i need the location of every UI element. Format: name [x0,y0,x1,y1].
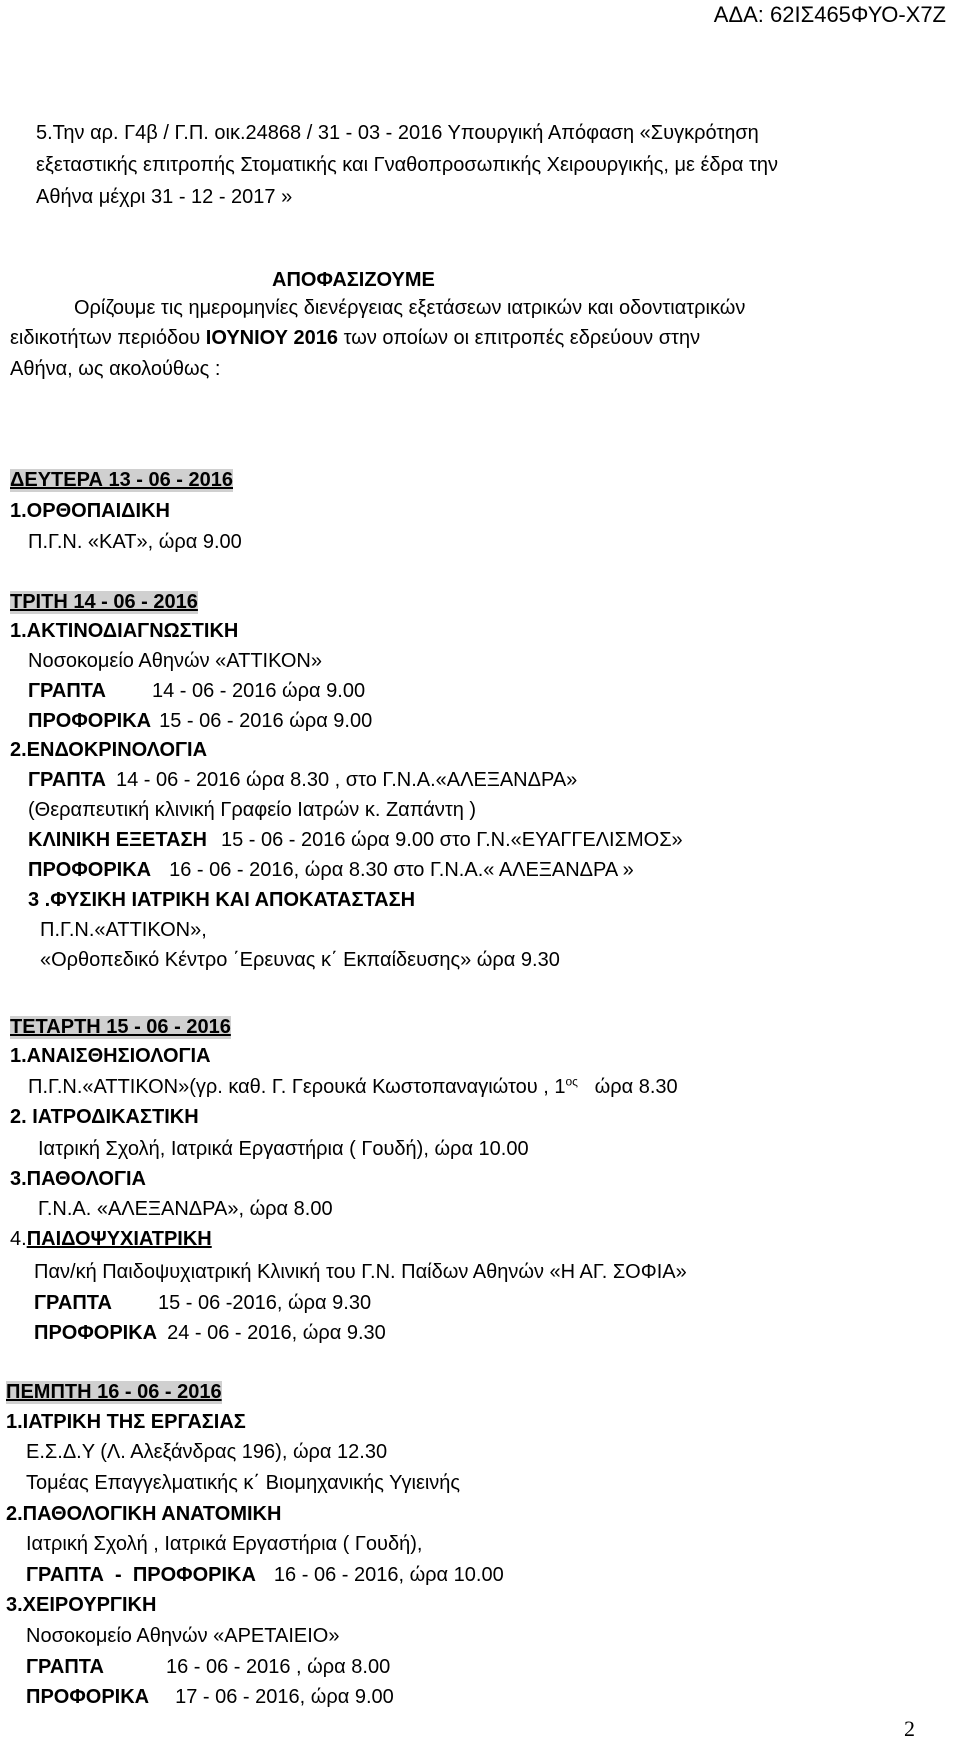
rehabilitation-line-1: Π.Γ.Ν.«ΑΤΤΙΚΟΝ», [40,919,207,941]
decision-line-3: Αθήνα, ως ακολούθως : [10,358,221,380]
section-pathology-title: 3.ΠΑΘΟΛΟΓΙΑ [10,1168,146,1190]
intro-line-2: εξεταστικής επιτροπής Στοματικής και Γναθοπροσωπικής Χειρουργικής, με έδρα την [36,154,779,176]
page-number: 2 [904,1716,915,1741]
decision-title: ΑΠΟΦΑΣΙΖΟΥΜΕ [272,269,435,291]
surgery-written: ΓΡΑΠΤΑ 16 - 06 - 2016 , ώρα 8.00 [26,1656,391,1678]
section-child-psychiatry-title: 4.ΠΑΙΔΟΨΥΧΙΑΤΡΙΚΗ [10,1228,212,1250]
section-radiology-line: Νοσοκομείο Αθηνών «ΑΤΤΙΚΟΝ» [28,650,322,672]
surgery-line: Νοσοκομείο Αθηνών «ΑΡΕΤΑΙΕΙΟ» [26,1625,340,1647]
endocrinology-oral: ΠΡΟΦΟΡΙΚΑ 16 - 06 - 2016, ώρα 8.30 στο Γ.Ν.Α.« ΑΛΕΞΑΝΔΡΑ » [28,859,634,881]
occupational-line-2: Τομέας Επαγγελματικής κ΄ Βιομηχανικής Υγιεινής [26,1472,461,1494]
section-pathologic-anatomy-title: 2.ΠΑΘΟΛΟΓΙΚΗ ΑΝΑΤΟΜΙΚΗ [6,1503,282,1525]
radiology-written: ΓΡΑΠΤΑ 14 - 06 - 2016 ώρα 9.00 [28,680,366,702]
endocrinology-clinical: ΚΛΙΝΙΚΗ ΕΞΕΤΑΣΗ 15 - 06 - 2016 ώρα 9.00 στο Γ.Ν.«ΕΥΑΓΓΕΛΙΣΜΟΣ» [28,829,683,851]
section-forensic-title: 2. ΙΑΤΡΟΔΙΚΑΣΤΙΚΗ [10,1106,199,1128]
section-surgery-title: 3.ΧΕΙΡΟΥΡΓΙΚΗ [6,1594,157,1616]
anesthesiology-line: Π.Γ.Ν.«ΑΤΤΙΚΟΝ»(γρ. καθ. Γ. Γερουκά Κωστοπαναγιώτου , $1^{o\varsigma}$ ώρα 8.30 [28,1074,678,1098]
section-endocrinology-title: 2.ΕΝΔΟΚΡΙΝΟΛΟΓΙΑ [10,739,208,761]
intro-line-1: 5.Την αρ. Γ4β / Γ.Π. οικ.24868 / 31 - 03 - 2016 Υπουργική Απόφαση «Συγκρότηση [36,122,759,144]
section-rehabilitation-title: 3 .ΦΥΣΙΚΗ ΙΑΤΡΙΚΗ ΚΑΙ ΑΠΟΚΑΤΑΣΤΑΣΗ [28,889,416,911]
section-anesthesiology-title: 1.ΑΝΑΙΣΘΗΣΙΟΛΟΓΙΑ [10,1045,211,1067]
section-orthopedics-line: Π.Γ.Ν. «ΚΑΤ», ώρα 9.00 [28,531,242,553]
forensic-line: Ιατρική Σχολή, Ιατρικά Εργαστήρια ( Γουδή), ώρα 10.00 [38,1138,529,1160]
child-psychiatry-line: Παν/κή Παιδοψυχιατρική Κλινική του Γ.Ν. Παίδων Αθηνών «Η ΑΓ. ΣΟΦΙΑ» [34,1261,687,1283]
rehabilitation-line-2: «Ορθοπεδικό Κέντρο ΄Ερευνας κ΄ Εκπαίδευσης» ώρα 9.30 [40,949,560,971]
pathology-line: Γ.Ν.Α. «ΑΛΕΞΑΝΔΡΑ», ώρα 8.00 [38,1198,333,1220]
decision-line-1: Ορίζουμε τις ημερομηνίες διενέργειας εξετάσεων ιατρικών και οδοντιατρικών [74,297,746,319]
child-psychiatry-written: ΓΡΑΠΤΑ 15 - 06 -2016, ώρα 9.30 [34,1292,372,1314]
section-orthopedics-title: 1.ΟΡΘΟΠΑΙΔΙΚΗ [10,500,170,522]
surgery-oral: ΠΡΟΦΟΡΙΚΑ 17 - 06 - 2016, ώρα 9.00 [26,1686,394,1708]
occupational-line-1: Ε.Σ.Δ.Υ (Λ. Αλεξάνδρας 196), ώρα 12.30 [26,1441,388,1463]
endocrinology-note: (Θεραπευτική κλινική Γραφείο Ιατρών κ. Ζαπάντη ) [28,799,477,821]
section-occupational-title: 1.ΙΑΤΡΙΚΗ ΤΗΣ ΕΡΓΑΣΙΑΣ [6,1411,246,1433]
pathologic-anatomy-written-oral: ΓΡΑΠΤΑ - ΠΡΟΦΟΡΙΚΑ 16 - 06 - 2016, ώρα 10.00 [26,1564,504,1586]
endocrinology-written: ΓΡΑΠΤΑ 14 - 06 - 2016 ώρα 8.30 , στο Γ.Ν.Α.«ΑΛΕΞΑΝΔΡΑ» [28,769,578,791]
pathologic-anatomy-line: Ιατρική Σχολή , Ιατρικά Εργαστήρια ( Γουδή), [26,1533,423,1555]
intro-line-3: Αθήνα μέχρι 31 - 12 - 2017 » [36,186,293,208]
day-heading-wednesday: ΤΕΤΑΡΤΗ 15 - 06 - 2016 [10,1016,231,1038]
radiology-oral: ΠΡΟΦΟΡΙΚΑ 15 - 06 - 2016 ώρα 9.00 [28,710,373,732]
section-radiology-title: 1.ΑΚΤΙΝΟΔΙΑΓΝΩΣΤΙΚΗ [10,620,239,642]
decision-line-2: ειδικοτήτων περιόδου ΙΟΥΝΙΟΥ 2016 των οποίων οι επιτροπές εδρεύουν στην [10,327,701,349]
ada-code: ΑΔΑ: 62ΙΣ465ΦΥΟ-Χ7Ζ [713,2,946,27]
day-heading-monday: ΔΕΥΤΕΡΑ 13 - 06 - 2016 [10,469,233,491]
child-psychiatry-oral: ΠΡΟΦΟΡΙΚΑ 24 - 06 - 2016, ώρα 9.30 [34,1322,386,1344]
day-heading-tuesday: ΤΡΙΤΗ 14 - 06 - 2016 [10,591,198,613]
day-heading-thursday: ΠΕΜΠΤΗ 16 - 06 - 2016 [6,1381,222,1403]
